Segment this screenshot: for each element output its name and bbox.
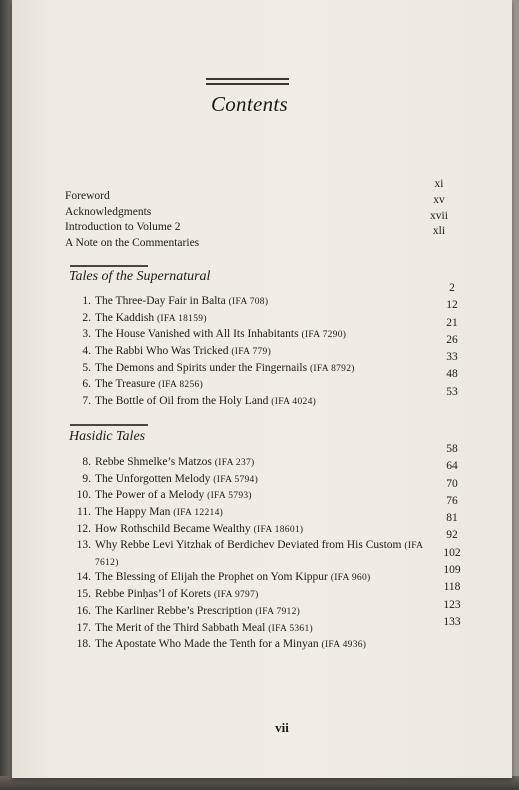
section-entries-supernatural: [66, 293, 425, 410]
entry-title-wrap: [95, 326, 425, 344]
page-title: Contents: [210, 92, 289, 116]
entry-title-wrap: [95, 620, 425, 638]
entry-number: 2.: [82, 311, 91, 324]
entry-title: The Bottle of Oil from the Holy Land: [95, 395, 269, 408]
front-matter-list: [65, 189, 199, 251]
entry-archive-ref: (IFA 18601): [253, 524, 304, 535]
entry-title-wrap: [95, 586, 425, 604]
entry-title-wrap: [95, 487, 425, 505]
entry-archive-ref: (IFA 8256): [158, 380, 204, 391]
section-entries-hasidic: [66, 454, 425, 653]
entry-number: 11.: [77, 506, 91, 519]
front-matter-item: A Note on the Commentaries: [65, 236, 200, 249]
page-number: 76: [446, 494, 458, 507]
page-number: 118: [443, 581, 461, 594]
toc-entry: [66, 487, 425, 504]
entry-number: 5.: [82, 361, 91, 374]
entry-archive-ref: (IFA 5794): [213, 474, 259, 485]
entry-archive-ref: (IFA 5361): [268, 623, 313, 634]
entry-title: The Three-Day Fair in Balta: [95, 295, 226, 307]
toc-entry: [66, 537, 425, 569]
front-matter-item: Acknowledgments: [65, 205, 152, 218]
page-number: 33: [446, 351, 458, 364]
toc-entry: [66, 326, 425, 343]
entry-title-wrap: [95, 504, 425, 522]
table-surface: [0, 776, 519, 790]
page-number: xvii: [430, 209, 448, 222]
page-number: 48: [446, 368, 458, 381]
page-number: 12: [446, 299, 458, 312]
entry-title-wrap: [95, 310, 425, 328]
entry-archive-ref: (IFA 4024): [271, 397, 317, 408]
entry-number: 13.: [76, 539, 91, 552]
section-rule: [70, 424, 148, 426]
entry-number: 9.: [82, 472, 91, 485]
page-number: 109: [443, 564, 461, 577]
entry-archive-ref: (IFA 8792): [309, 363, 355, 374]
entry-archive-ref: (IFA 18159): [156, 313, 207, 324]
entry-title-wrap: [95, 521, 425, 539]
entry-title: The Demons and Spirits under the Fingernails: [95, 361, 308, 374]
book-page: [12, 0, 512, 778]
entry-title: Rebbe Shmelke’s Matzos: [95, 456, 212, 468]
entry-archive-ref: (IFA 4936): [321, 640, 367, 651]
section-pages-hasidic: [432, 441, 472, 631]
entry-title-wrap: [95, 393, 425, 411]
entry-title: The Power of a Melody: [95, 489, 205, 502]
toc-entry: [66, 620, 425, 637]
page-number: 102: [443, 546, 461, 559]
entry-archive-ref: (IFA 7290): [301, 330, 347, 341]
toc-entry: [66, 471, 425, 488]
toc-entry: [66, 636, 425, 653]
entry-title-wrap: [95, 603, 425, 621]
entry-title-wrap: [95, 471, 425, 489]
page-number: 58: [446, 443, 458, 455]
entry-archive-ref: (IFA 5793): [207, 491, 252, 502]
front-matter-pages: [416, 177, 462, 240]
page-number: 70: [446, 477, 458, 490]
entry-number: 3.: [82, 328, 91, 341]
entry-number: 8.: [82, 456, 91, 468]
page-number: xi: [434, 178, 444, 190]
entry-title: How Rothschild Became Wealthy: [95, 522, 251, 535]
page-number: 123: [443, 598, 461, 611]
page-folio: vii: [275, 720, 289, 735]
entry-title: The Kaddish: [95, 311, 155, 324]
toc-entry: [66, 376, 425, 393]
page-number: 26: [446, 333, 458, 346]
entry-archive-ref: (IFA 708): [228, 297, 269, 307]
entry-archive-ref: (IFA 237): [214, 458, 255, 468]
entry-archive-ref: (IFA 7912): [255, 606, 301, 617]
toc-entry: [66, 521, 425, 538]
toc-entry: [66, 586, 425, 603]
section-pages-supernatural: [432, 280, 472, 401]
section-rule: [70, 265, 148, 267]
entry-title: The House Vanished with All Its Inhabitants: [95, 328, 299, 341]
toc-entry: [66, 504, 425, 521]
entry-archive-ref: (IFA 9797): [213, 590, 259, 601]
entry-number: 16.: [76, 604, 91, 617]
entry-number: 10.: [76, 489, 91, 502]
entry-title: Rebbe Pinḥas’l of Korets: [95, 588, 211, 601]
entry-title-wrap: [95, 569, 425, 587]
entry-number: 15.: [76, 588, 91, 601]
entry-title-wrap: [95, 376, 425, 394]
toc-entry: [66, 343, 425, 360]
front-matter-item: Introduction to Volume 2: [65, 221, 181, 233]
toc-entry: [66, 454, 425, 471]
entry-number: 1.: [82, 295, 91, 307]
entry-number: 7.: [82, 395, 91, 408]
entry-title: The Apostate Who Made the Tenth for a Minyan: [95, 638, 319, 651]
entry-archive-ref: (IFA 7612): [95, 541, 423, 568]
toc-entry: [66, 310, 425, 327]
book-spine-edge: [0, 0, 12, 790]
section-title-hasidic: Hasidic Tales: [69, 429, 146, 444]
entry-title-wrap: [95, 454, 425, 472]
entry-number: 18.: [76, 638, 91, 651]
page-number: 92: [446, 529, 458, 542]
page-number: 2: [449, 282, 455, 294]
entry-title-wrap: [95, 636, 425, 654]
entry-title-wrap: [95, 343, 425, 361]
entry-title: The Blessing of Elijah the Prophet on Yom Kippur: [95, 571, 328, 584]
entry-archive-ref: (IFA 960): [330, 573, 371, 584]
entry-number: 6.: [82, 378, 91, 391]
toc-entry: [66, 293, 425, 310]
toc-entry: [66, 603, 425, 620]
title-rule-bottom: [206, 83, 289, 85]
entry-number: 12.: [76, 522, 91, 535]
entry-title-wrap: [95, 360, 425, 378]
entry-archive-ref: (IFA 779): [231, 347, 272, 358]
entry-archive-ref: (IFA 12214): [173, 508, 224, 519]
section-title-supernatural: Tales of the Supernatural: [69, 269, 211, 284]
entry-number: 4.: [82, 345, 91, 358]
entry-title: The Happy Man: [95, 506, 171, 519]
entry-title: The Rabbi Who Was Tricked: [95, 345, 229, 358]
page-number: xli: [432, 225, 446, 238]
toc-entry: [66, 569, 425, 586]
entry-title-wrap: [95, 293, 425, 311]
page-number: 133: [443, 615, 461, 628]
entry-title: The Unforgotten Melody: [95, 472, 211, 485]
entry-number: 17.: [76, 621, 91, 634]
title-rule-top: [206, 78, 289, 80]
page-number: 53: [446, 385, 458, 398]
page-number: xv: [433, 193, 445, 206]
page-number: 21: [446, 316, 458, 329]
toc-entry: [66, 393, 425, 410]
front-matter-item: Foreword: [65, 190, 110, 202]
entry-title: The Treasure: [95, 378, 156, 391]
entry-number: 14.: [76, 571, 91, 584]
page-number: 81: [446, 512, 458, 525]
toc-entry: [66, 360, 425, 377]
page-number: 64: [446, 460, 458, 473]
entry-title-wrap: [95, 537, 425, 571]
entry-title: The Merit of the Third Sabbath Meal: [95, 621, 266, 634]
entry-title: Why Rebbe Levi Yitzhak of Berdichev Deviated from His Custom: [95, 539, 402, 552]
entry-title: The Karliner Rebbe’s Prescription: [95, 604, 253, 617]
